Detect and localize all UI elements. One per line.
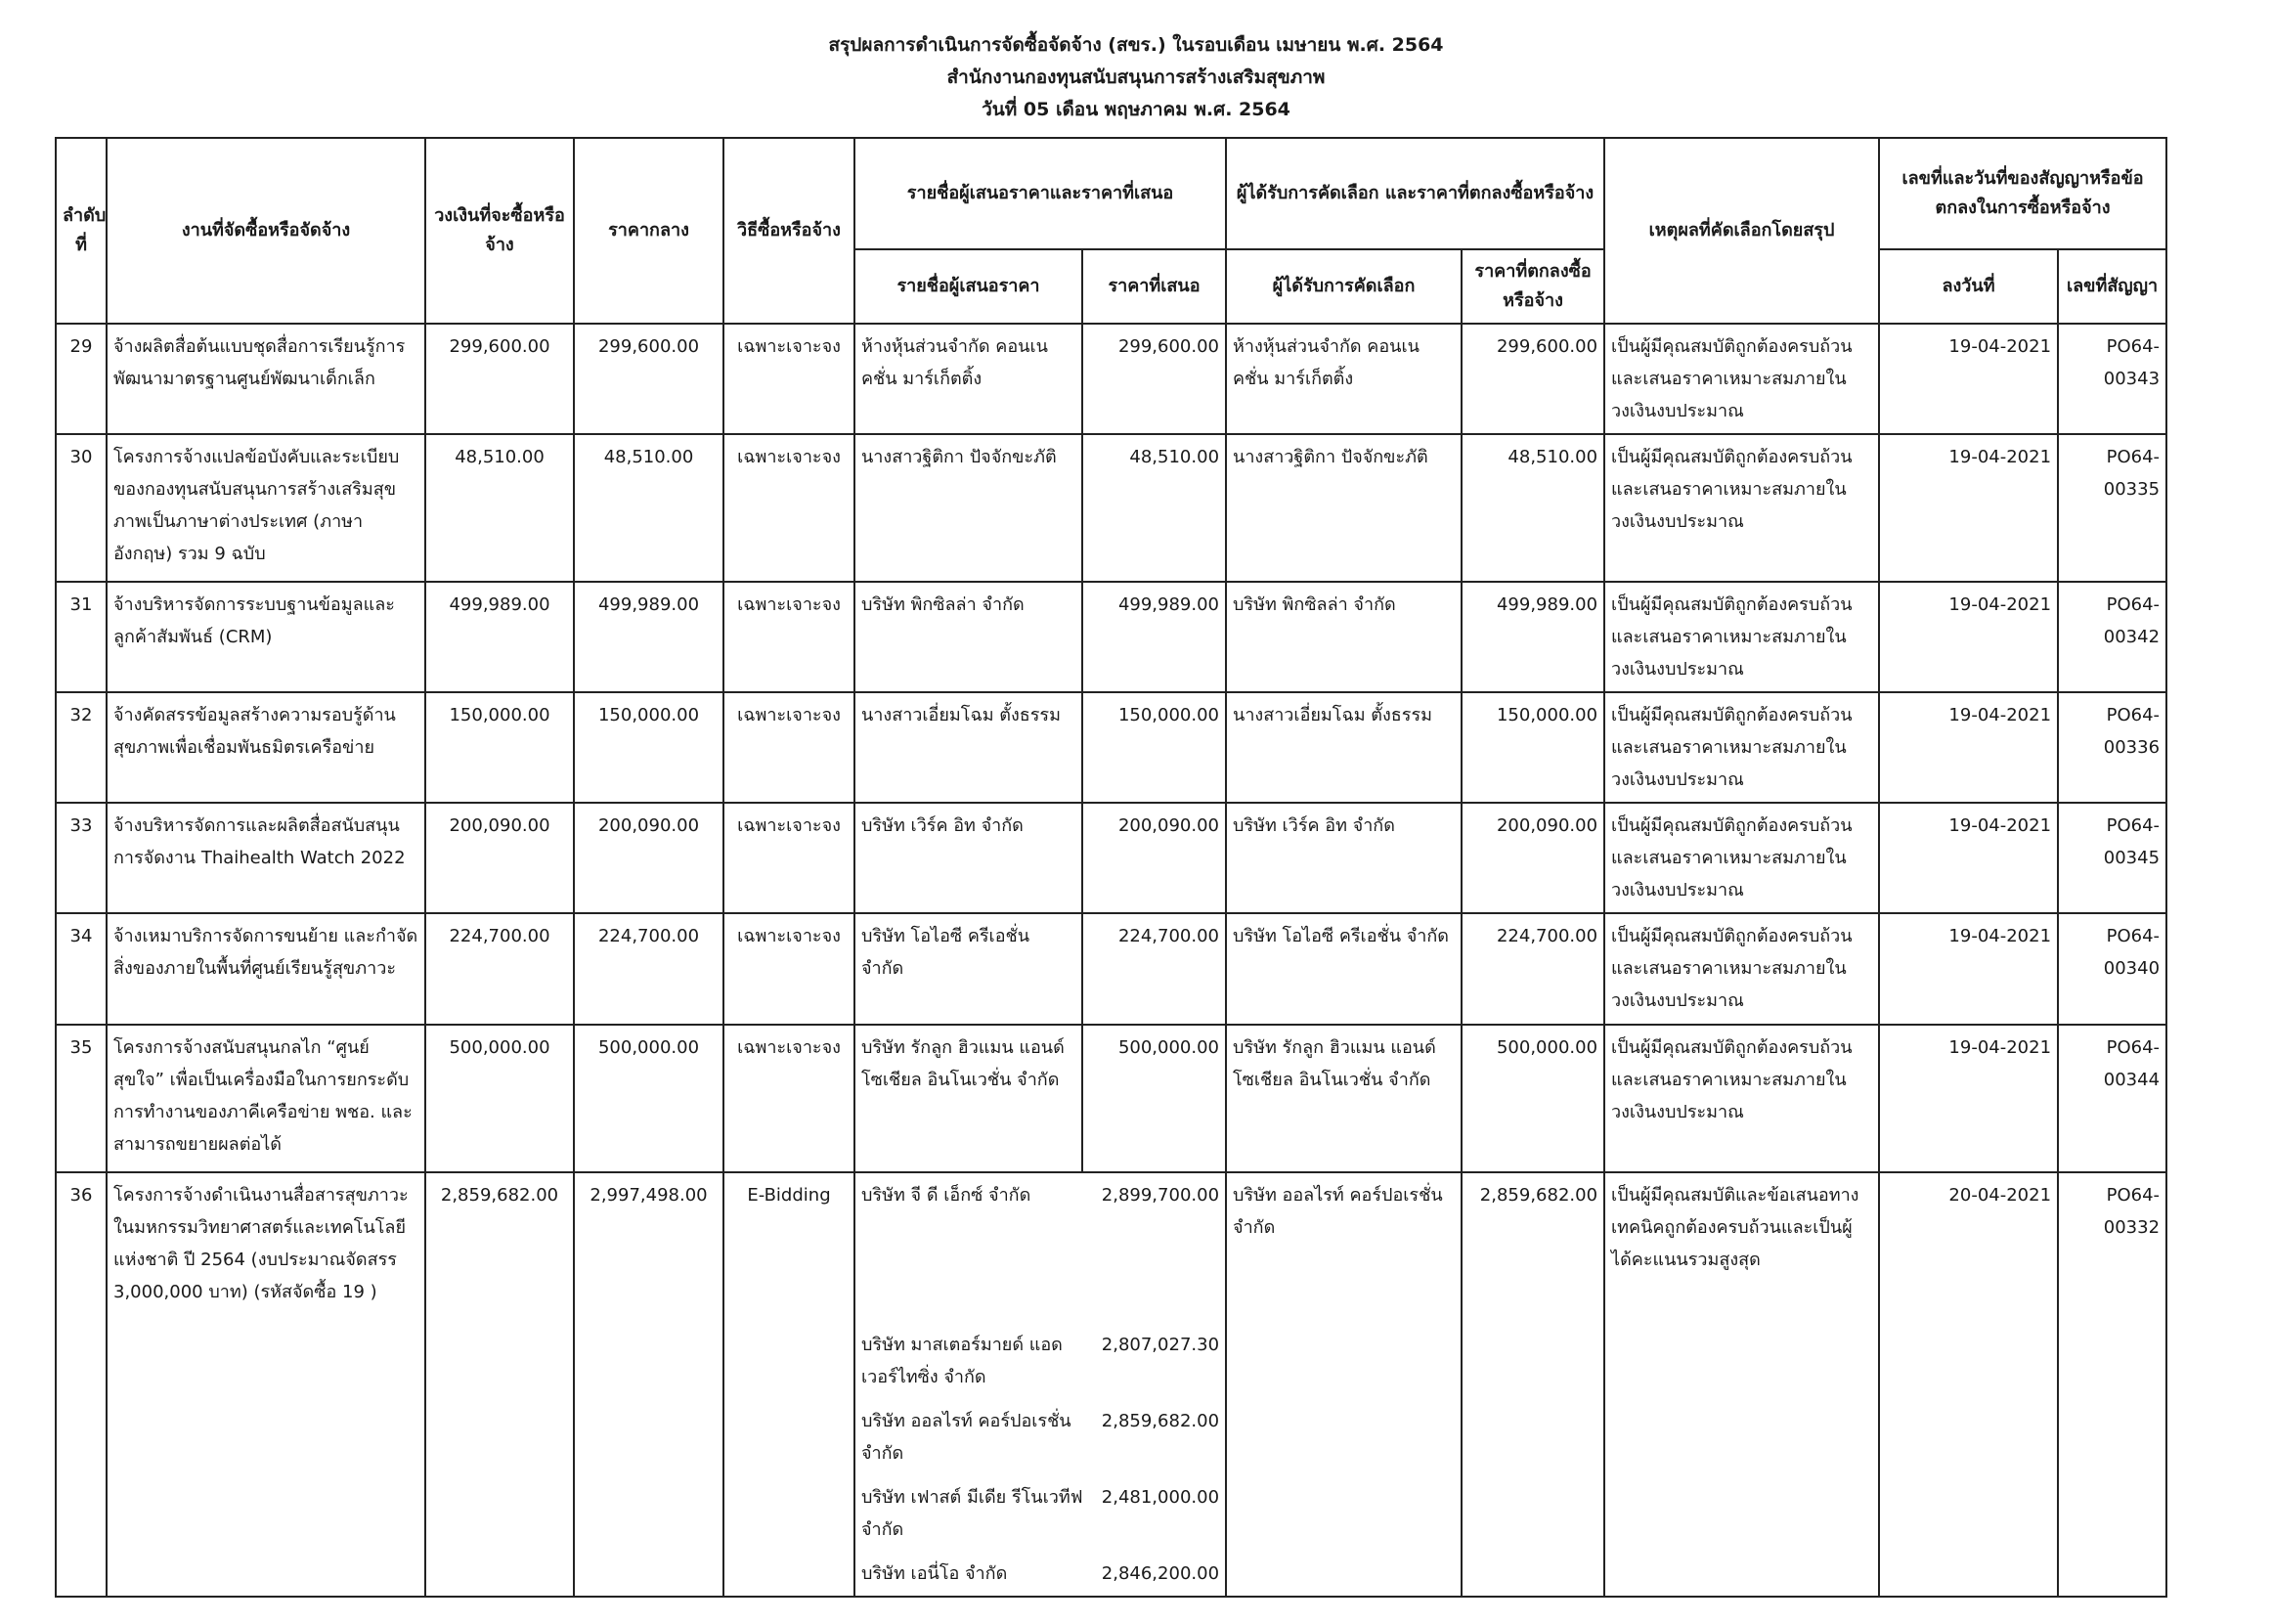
row-agreed-price: 299,600.00 — [1462, 324, 1604, 434]
table-row — [56, 913, 2272, 1025]
row-contract-date: 19-04-2021 — [1879, 1025, 2058, 1172]
col-header-method: วิธีซื้อหรือจ้าง — [723, 138, 854, 324]
row-item: จ้างคัดสรรข้อมูลสร้างความรอบรู้ด้านสุขภาพเพื่อเชื่อมพันธมิตรเครือข่าย — [107, 692, 425, 803]
bidder-price: 2,846,200.00 — [1101, 1563, 1220, 1584]
row-median: 500,000.00 — [574, 1025, 723, 1172]
row-contract-no: PO64-00332 — [2058, 1172, 2166, 1597]
row-number: 29 — [56, 324, 107, 434]
table-row — [56, 1025, 2272, 1172]
row-median: 150,000.00 — [574, 692, 723, 803]
row-method: เฉพาะเจาะจง — [723, 1025, 854, 1172]
table-row — [56, 324, 2272, 434]
row-contract-no: PO64-00336 — [2058, 692, 2166, 803]
col-header-item: งานที่จัดซื้อหรือจัดจ้าง — [107, 138, 425, 324]
row-contract-date: 20-04-2021 — [1879, 1172, 2058, 1597]
header-row-1 — [56, 138, 2272, 249]
row-median: 299,600.00 — [574, 324, 723, 434]
row-winner: ห้างหุ้นส่วนจำกัด คอนเนคชั่น มาร์เก็ตติ้ง — [1226, 324, 1462, 434]
row-agreed-price: 2,859,682.00 — [1462, 1172, 1604, 1597]
bidder-name: บริษัท เอนี่โอ จำกัด — [861, 1563, 1008, 1584]
bidder-entry — [861, 1558, 1219, 1590]
row-budget: 150,000.00 — [425, 692, 574, 803]
row-winner: บริษัท โอไอซี ครีเอชั่น จำกัด — [1226, 913, 1462, 1025]
col-header-no: ลำดับที่ — [56, 138, 107, 324]
row-item: จ้างบริหารจัดการระบบฐานข้อมูลและลูกค้าสัมพันธ์ (CRM) — [107, 582, 425, 692]
col-header-bidders-group: รายชื่อผู้เสนอราคาและราคาที่เสนอ — [854, 138, 1226, 249]
procurement-table — [55, 137, 2272, 1598]
row-bid-price: 150,000.00 — [1082, 692, 1226, 803]
row-median: 2,997,498.00 — [574, 1172, 723, 1597]
row-reason: เป็นผู้มีคุณสมบัติถูกต้องครบถ้วนและเสนอราคาเหมาะสมภายในวงเงินงบประมาณ — [1604, 803, 1879, 913]
row-item: จ้างเหมาบริการจัดการขนย้าย และกำจัดสิ่งของภายในพื้นที่ศูนย์เรียนรู้สุขภาวะ — [107, 913, 425, 1025]
table-row — [56, 692, 2272, 803]
row-winner: บริษัท พิกซิลล่า จำกัด — [1226, 582, 1462, 692]
row-reason: เป็นผู้มีคุณสมบัติและข้อเสนอทางเทคนิคถูกต้องครบถ้วนและเป็นผู้ได้คะแนนรวมสูงสุด — [1604, 1172, 1879, 1597]
row-number: 31 — [56, 582, 107, 692]
row-contract-date: 19-04-2021 — [1879, 582, 2058, 692]
row-item: โครงการจ้างแปลข้อบังคับและระเบียบของกองทุนสนับสนุนการสร้างเสริมสุขภาพเป็นภาษาต่างประเทศ (ภาษาอังกฤษ) รวม 9 ฉบับ — [107, 434, 425, 582]
row-median: 48,510.00 — [574, 434, 723, 582]
row-budget: 224,700.00 — [425, 913, 574, 1025]
col-header-contract-date: ลงวันที่ — [1879, 249, 2058, 324]
row-bidders-cell — [854, 1172, 1226, 1597]
bidder-price: 2,481,000.00 — [1101, 1487, 1220, 1508]
report-title: สรุปผลการดำเนินการจัดซื้อจัดจ้าง (สขร.) ในรอบเดือน เมษายน พ.ศ. 2564 — [828, 34, 1444, 56]
row-item: จ้างผลิตสื่อต้นแบบชุดสื่อการเรียนรู้การพัฒนามาตรฐานศูนย์พัฒนาเด็กเล็ก — [107, 324, 425, 434]
row-number: 32 — [56, 692, 107, 803]
row-reason: เป็นผู้มีคุณสมบัติถูกต้องครบถ้วนและเสนอราคาเหมาะสมภายในวงเงินงบประมาณ — [1604, 1025, 1879, 1172]
row-winner: นางสาวฐิติกา ปัจจักขะภัติ — [1226, 434, 1462, 582]
table-row — [56, 1172, 2272, 1597]
row-contract-date: 19-04-2021 — [1879, 324, 2058, 434]
agency-name: สำนักงานกองทุนสนับสนุนการสร้างเสริมสุขภาพ — [946, 66, 1326, 88]
row-median: 200,090.00 — [574, 803, 723, 913]
row-reason: เป็นผู้มีคุณสมบัติถูกต้องครบถ้วนและเสนอราคาเหมาะสมภายในวงเงินงบประมาณ — [1604, 913, 1879, 1025]
col-header-contract-no: เลขที่สัญญา — [2058, 249, 2166, 324]
row-budget: 2,859,682.00 — [425, 1172, 574, 1597]
row-bid-price: 48,510.00 — [1082, 434, 1226, 582]
row-method: เฉพาะเจาะจง — [723, 434, 854, 582]
extra-bidders-list — [861, 1329, 1219, 1590]
bidder-entry — [861, 1179, 1219, 1211]
row-contract-no: PO64-00335 — [2058, 434, 2166, 582]
row-bidder: นางสาวฐิติกา ปัจจักขะภัติ — [854, 434, 1082, 582]
row-contract-date: 19-04-2021 — [1879, 913, 2058, 1025]
row-contract-date: 19-04-2021 — [1879, 434, 2058, 582]
row-reason: เป็นผู้มีคุณสมบัติถูกต้องครบถ้วนและเสนอราคาเหมาะสมภายในวงเงินงบประมาณ — [1604, 324, 1879, 434]
row-method: เฉพาะเจาะจง — [723, 803, 854, 913]
row-number: 30 — [56, 434, 107, 582]
col-header-bidder-name: รายชื่อผู้เสนอราคา — [854, 249, 1082, 324]
row-bid-price: 200,090.00 — [1082, 803, 1226, 913]
row-contract-no: PO64-00343 — [2058, 324, 2166, 434]
table-row — [56, 434, 2272, 582]
row-bidder: บริษัท เวิร์ค อิท จำกัด — [854, 803, 1082, 913]
col-header-budget: วงเงินที่จะซื้อหรือจ้าง — [425, 138, 574, 324]
row-number: 36 — [56, 1172, 107, 1597]
row-budget: 200,090.00 — [425, 803, 574, 913]
bidder-name: บริษัท ออลไรท์ คอร์ปอเรชั่น จำกัด — [861, 1411, 1071, 1464]
row-agreed-price: 48,510.00 — [1462, 434, 1604, 582]
row-bid-price: 299,600.00 — [1082, 324, 1226, 434]
row-median: 499,989.00 — [574, 582, 723, 692]
col-header-winner-name: ผู้ได้รับการคัดเลือก — [1226, 249, 1462, 324]
row-bidder: นางสาวเอี่ยมโฉม ตั้งธรรม — [854, 692, 1082, 803]
bidder-price: 2,899,700.00 — [1101, 1185, 1220, 1206]
bidder-name: บริษัท เฟาสต์ มีเดีย รีโนเวทีฟ จำกัด — [861, 1487, 1083, 1540]
row-method: เฉพาะเจาะจง — [723, 324, 854, 434]
row-bid-price: 500,000.00 — [1082, 1025, 1226, 1172]
row-method: เฉพาะเจาะจง — [723, 582, 854, 692]
row-budget: 499,989.00 — [425, 582, 574, 692]
report-date: วันที่ 05 เดือน พฤษภาคม พ.ศ. 2564 — [982, 99, 1290, 120]
row-median: 224,700.00 — [574, 913, 723, 1025]
row-item: โครงการจ้างดำเนินงานสื่อสารสุขภาวะในมหกรรมวิทยาศาสตร์และเทคโนโลยีแห่งชาติ ปี 2564 (งบประมาณจัดสรร 3,000,000 บาท) (รหัสจัดซื้อ 19 ) — [107, 1172, 425, 1597]
row-agreed-price: 224,700.00 — [1462, 913, 1604, 1025]
row-agreed-price: 500,000.00 — [1462, 1025, 1604, 1172]
row-budget: 299,600.00 — [425, 324, 574, 434]
row-agreed-price: 200,090.00 — [1462, 803, 1604, 913]
row-bidder: บริษัท พิกซิลล่า จำกัด — [854, 582, 1082, 692]
row-reason: เป็นผู้มีคุณสมบัติถูกต้องครบถ้วนและเสนอราคาเหมาะสมภายในวงเงินงบประมาณ — [1604, 692, 1879, 803]
row-contract-date: 19-04-2021 — [1879, 803, 2058, 913]
table-row — [56, 582, 2272, 692]
bidder-name: บริษัท จี ดี เอ็กซ์ จำกัด — [861, 1185, 1031, 1206]
row-item: โครงการจ้างสนับสนุนกลไก “ศูนย์สุขใจ” เพื่อเป็นเครื่องมือในการยกระดับการทำงานของภาคีเครือข่าย พชอ. และสามารถขยายผลต่อได้ — [107, 1025, 425, 1172]
document-header — [0, 29, 2272, 126]
row-contract-no: PO64-00340 — [2058, 913, 2166, 1025]
row-budget: 500,000.00 — [425, 1025, 574, 1172]
row-winner: บริษัท รักลูก ฮิวแมน แอนด์ โซเชียล อินโนเวชั่น จำกัด — [1226, 1025, 1462, 1172]
row-method: เฉพาะเจาะจง — [723, 913, 854, 1025]
row-number: 35 — [56, 1025, 107, 1172]
col-header-median: ราคากลาง — [574, 138, 723, 324]
row-bidder: บริษัท รักลูก ฮิวแมน แอนด์ โซเชียล อินโนเวชั่น จำกัด — [854, 1025, 1082, 1172]
row-contract-date: 19-04-2021 — [1879, 692, 2058, 803]
row-number: 34 — [56, 913, 107, 1025]
row-bidder: บริษัท โอไอซี ครีเอชั่น จำกัด — [854, 913, 1082, 1025]
row-budget: 48,510.00 — [425, 434, 574, 582]
row-contract-no: PO64-00344 — [2058, 1025, 2166, 1172]
col-header-contract-group: เลขที่และวันที่ของสัญญาหรือข้อตกลงในการซื้อหรือจ้าง — [1879, 138, 2166, 249]
col-header-winner-group: ผู้ได้รับการคัดเลือก และราคาที่ตกลงซื้อหรือจ้าง — [1226, 138, 1604, 249]
row-agreed-price: 499,989.00 — [1462, 582, 1604, 692]
row-method: E-Bidding — [723, 1172, 854, 1597]
bidder-price: 2,859,682.00 — [1101, 1411, 1220, 1431]
row-reason: เป็นผู้มีคุณสมบัติถูกต้องครบถ้วนและเสนอราคาเหมาะสมภายในวงเงินงบประมาณ — [1604, 434, 1879, 582]
row-reason: เป็นผู้มีคุณสมบัติถูกต้องครบถ้วนและเสนอราคาเหมาะสมภายในวงเงินงบประมาณ — [1604, 582, 1879, 692]
row-number: 33 — [56, 803, 107, 913]
row-item: จ้างบริหารจัดการและผลิตสื่อสนับสนุนการจัดงาน Thaihealth Watch 2022 — [107, 803, 425, 913]
col-header-bid-price: ราคาที่เสนอ — [1082, 249, 1226, 324]
bidder-name: บริษัท มาสเตอร์มายด์ แอดเวอร์ไทซิ่ง จำกัด — [861, 1335, 1063, 1387]
bidder-entry — [861, 1481, 1219, 1546]
row-contract-no: PO64-00345 — [2058, 803, 2166, 913]
col-header-reason: เหตุผลที่คัดเลือกโดยสรุป — [1604, 138, 1879, 324]
bidder-entry — [861, 1329, 1219, 1393]
row-bidder: ห้างหุ้นส่วนจำกัด คอนเนคชั่น มาร์เก็ตติ้ง — [854, 324, 1082, 434]
row-method: เฉพาะเจาะจง — [723, 692, 854, 803]
row-contract-no: PO64-00342 — [2058, 582, 2166, 692]
row-agreed-price: 150,000.00 — [1462, 692, 1604, 803]
row-winner: บริษัท เวิร์ค อิท จำกัด — [1226, 803, 1462, 913]
row-bid-price: 499,989.00 — [1082, 582, 1226, 692]
bidder-price: 2,807,027.30 — [1101, 1335, 1220, 1355]
col-header-agreed-price: ราคาที่ตกลงซื้อหรือจ้าง — [1462, 249, 1604, 324]
row-winner: บริษัท ออลไรท์ คอร์ปอเรชั่น จำกัด — [1226, 1172, 1462, 1597]
table-row — [56, 803, 2272, 913]
row-winner: นางสาวเอี่ยมโฉม ตั้งธรรม — [1226, 692, 1462, 803]
row-bid-price: 224,700.00 — [1082, 913, 1226, 1025]
bidder-entry — [861, 1405, 1219, 1470]
